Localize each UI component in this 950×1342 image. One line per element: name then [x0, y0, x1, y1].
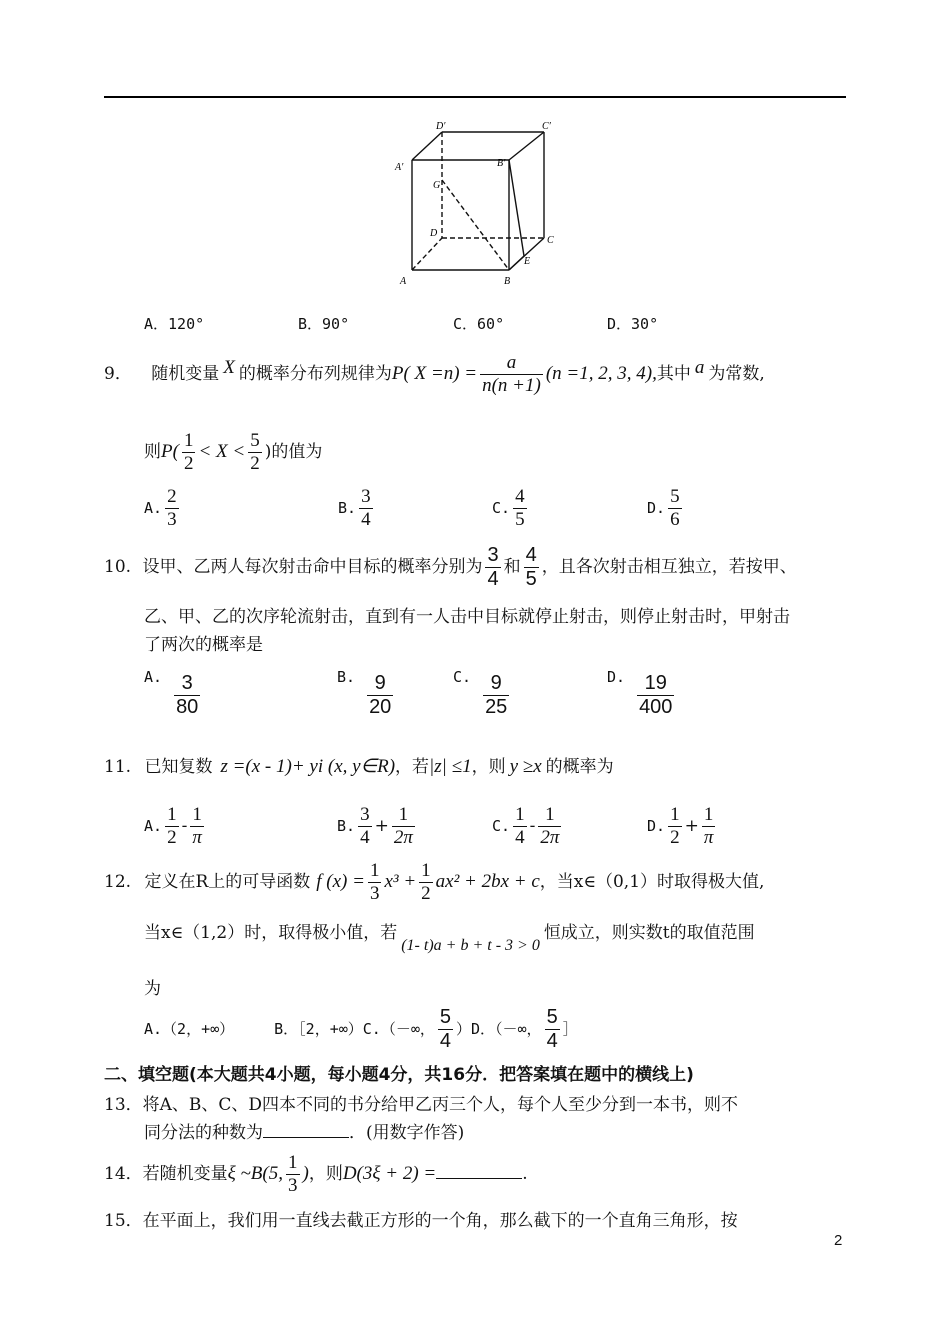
label-c: C	[547, 235, 554, 246]
q12-number: 12.	[104, 871, 132, 892]
q12-text-b: ，当x∈（0,1）时取得极大值,	[539, 871, 765, 892]
q9-fraction: $\frac{a}{n(n +1)}$	[482, 352, 541, 396]
q10-option-b: B. $\frac{9}{20}$	[337, 668, 392, 718]
q8-option-d: D．30°	[607, 315, 659, 333]
q14-fraction: $\frac{1}{3}$	[288, 1152, 298, 1196]
q14-expression: D(3ξ + 2) =	[342, 1162, 437, 1184]
q11-line	[104, 752, 614, 778]
q8-option-b: B．90°	[298, 315, 350, 333]
q10-line1	[104, 544, 797, 591]
q12-frac2: $\frac{1}{2}$	[421, 860, 431, 904]
q11-text-a: 已知复数	[144, 757, 213, 777]
q9-line2	[144, 430, 322, 475]
q14-line	[104, 1152, 528, 1197]
q12-term1: x³ +	[384, 870, 417, 892]
q13-text2b: ．(用数字作答)	[349, 1123, 465, 1143]
q14-distribution: ξ ~B(5,	[227, 1162, 283, 1184]
q12-inequality: (1- t)a + b + t - 3 > 0	[401, 937, 540, 954]
q12-text-2a: 当x∈（1,2）时，取得极小值，若	[144, 923, 398, 943]
q12-option-d-end: ］	[562, 1020, 578, 1038]
q11-text-c: ，则	[471, 757, 506, 777]
q9-const: a	[694, 356, 705, 378]
q11-option-a: A. $\frac{1}{2}$ - $\frac{1}{\pi}$	[144, 804, 202, 848]
q12-term2: ax² + 2bx + c	[435, 870, 540, 892]
q9-text3: 其中	[656, 363, 691, 384]
q12-options	[144, 1006, 578, 1053]
label-e: E	[524, 256, 531, 267]
q12-option-c-frac: $\frac{5}{4}$	[439, 1006, 451, 1052]
q9-option-b: B. $\frac{3}{4}$	[338, 486, 371, 530]
q11-number: 11.	[104, 757, 132, 777]
q13-answer-blank[interactable]	[263, 1121, 349, 1138]
q15-number: 15．	[104, 1211, 143, 1231]
label-g: G	[433, 180, 441, 191]
label-b: B	[504, 276, 511, 287]
label-d1: D′	[436, 121, 446, 132]
q12-f: f (x) =	[316, 870, 365, 892]
q12-option-a: A.（2，+∞）	[144, 1020, 235, 1038]
q9-formula-lhs: P( X =n) =	[391, 362, 478, 384]
q9-mid: < X <	[198, 440, 246, 462]
q12-option-d-frac: $\frac{5}{4}$	[546, 1006, 558, 1052]
q9-number: 9．	[104, 363, 132, 384]
q13-text1: 将A、B、C、D四本不同的书分给甲乙丙三个人，每个人至少分到一本书，则不	[142, 1095, 739, 1115]
label-a1: A′	[395, 162, 404, 173]
q8-option-a: A．120°	[144, 315, 205, 333]
q9-line1	[104, 352, 765, 397]
q10-line3: 了两次的概率是	[144, 635, 263, 655]
q14-dist-end: )	[302, 1162, 309, 1184]
q12-line2	[144, 918, 755, 954]
q11-condition2: y ≥x	[509, 756, 542, 777]
q9-formula-rhs: (n =1, 2, 3, 4),	[545, 362, 657, 384]
q10-option-c: C. $\frac{9}{25}$	[453, 668, 508, 718]
q15-line1	[104, 1206, 738, 1231]
q13-line2	[144, 1118, 464, 1143]
q8-option-c: C．60°	[453, 315, 505, 333]
q9-left-fraction: $\frac{1}{2}$	[183, 430, 194, 474]
q10-frac1: $\frac{3}{4}$	[487, 544, 499, 590]
section-2-heading: 二、填空题(本大题共4小题，每小题4分，共16分．把答案填在题中的横线上)	[104, 1065, 694, 1085]
q14-end: .	[522, 1163, 528, 1184]
q11-option-b: B. $\frac{3}{4}$ + $\frac{1}{2\pi}$	[337, 804, 413, 848]
page-number: 2	[834, 1232, 843, 1249]
q11-option-c: C. $\frac{1}{4}$ - $\frac{1}{2\pi}$	[492, 804, 560, 848]
q14-text-a: 若随机变量	[142, 1163, 228, 1184]
q11-formula: z =(x - 1)+ yi (x, y∈R)	[220, 756, 396, 777]
q9-line2-pre: 则	[144, 441, 161, 462]
q13-text2a: 同分法的种数为	[144, 1123, 263, 1143]
q10-option-a: A. $\frac{3}{80}$	[144, 668, 199, 718]
q10-line2: 乙、甲、乙的次序轮流射击，直到有一人击中目标就停止射击，则停止射击时，甲射击	[144, 607, 790, 627]
q10-text2: ，且各次射击相互独立，若按甲、	[541, 557, 797, 577]
q14-number: 14．	[104, 1163, 143, 1184]
q10-text1: 设甲、乙两人每次射击命中目标的概率分别为	[142, 557, 483, 577]
q9-p: P(	[161, 440, 179, 462]
label-a: A	[400, 276, 407, 287]
header-rule	[104, 96, 846, 98]
q10-and: 和	[503, 557, 521, 577]
q10-option-d: D. $\frac{19}{400}$	[607, 668, 673, 718]
q13-number: 13．	[104, 1095, 143, 1115]
q9-text4: 为常数,	[708, 363, 765, 384]
label-d: D	[430, 228, 438, 239]
q9-option-c: C. $\frac{4}{5}$	[492, 486, 525, 530]
q9-option-d: D. $\frac{5}{6}$	[647, 486, 680, 530]
label-b1: B′	[497, 158, 506, 169]
q11-text-d: 的概率为	[545, 757, 614, 777]
q11-option-d: D. $\frac{1}{2}$ + $\frac{1}{\pi}$	[647, 804, 714, 848]
q12-option-b: B．［2，+∞）C.（－∞，	[274, 1020, 435, 1038]
q12-line1	[104, 860, 764, 905]
q9-right-fraction: $\frac{5}{2}$	[250, 430, 260, 474]
q9-line2-post: )的值为	[264, 441, 323, 462]
q13-line1	[104, 1090, 738, 1115]
q15-text1: 在平面上，我们用一直线去截正方形的一个角，那么截下的一个直角三角形，按	[142, 1211, 738, 1231]
q12-option-c-end: ）D．（－∞，	[456, 1020, 542, 1038]
q12-line3: 为	[144, 979, 161, 999]
q12-text-2b: 恒成立，则实数t的取值范围	[543, 923, 755, 943]
q11-condition: |z| ≤1	[429, 756, 472, 777]
q12-text-a: 定义在R上的可导函数	[144, 871, 311, 892]
label-c1: C′	[542, 121, 551, 132]
q10-frac2: $\frac{4}{5}$	[525, 544, 537, 590]
q9-option-a: A. $\frac{2}{3}$	[144, 486, 177, 530]
q11-text-b: ，若	[395, 757, 430, 777]
cube-figure	[392, 120, 567, 290]
q10-number: 10.	[104, 557, 132, 577]
q9-var: X	[223, 356, 235, 378]
q9-text2: 的概率分布列规律为	[238, 363, 392, 384]
q9-text1: 随机变量	[151, 363, 220, 384]
q12-frac1: $\frac{1}{3}$	[369, 860, 380, 904]
q14-answer-blank[interactable]	[436, 1162, 522, 1179]
q14-text-b: ，则	[308, 1163, 343, 1184]
